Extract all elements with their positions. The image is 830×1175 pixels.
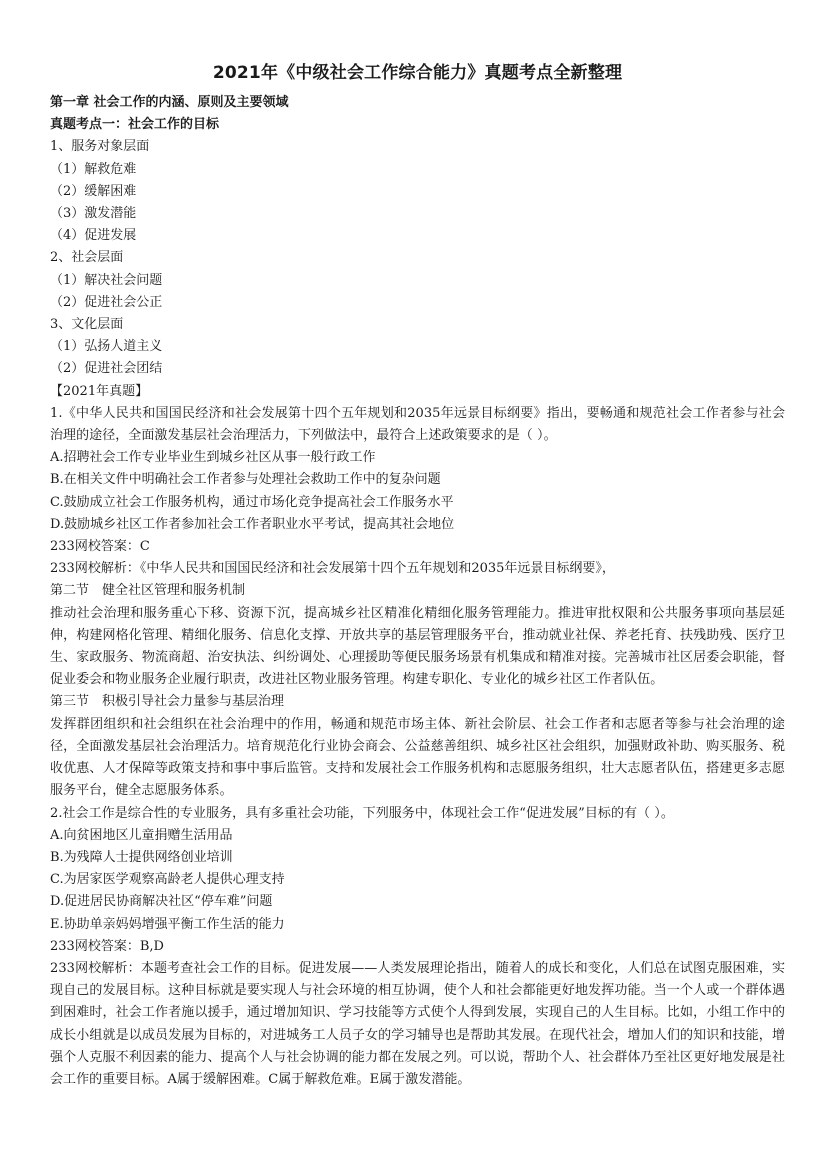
question-stem: 2.社会工作是综合性的专业服务，具有多重社会功能，下列服务中，体现社会工作“促进发展”目标的有（ ）。 (50, 805, 674, 821)
outline-item: （2）促进社会公正 (50, 294, 163, 310)
option-a: A.向贫困地区儿童捐赠生活用品 (50, 827, 233, 843)
section-body: 推动社会治理和服务重心下移、资源下沉，提高城乡社区精准化精细化服务管理能力。推进审批权限和公共服务事项向基层延伸，构建网格化管理、精细化服务、信息化支撑、开放共享的基层管理服务平台，推动就业社保、养老托育、扶残助残、医疗卫生、家政服务、物流商超、治安执法、纠纷调处、心理援助等便民服务场景有机集成和精准对接。完善城市社区居委会职能，督促业委会和物业服务企业履行职责，改进社区物业服务管理。构建专职化、专业化的城乡社区工作者队伍。 (50, 605, 785, 688)
outline-item: （2）促进社会团结 (50, 361, 163, 377)
document-page (50, 58, 785, 1091)
option-e: E.协助单亲妈妈增强平衡工作生活的能力 (50, 916, 285, 932)
answer: 233网校答案：C (50, 539, 150, 555)
outline-item: 3、文化层面 (50, 317, 124, 333)
outline-list (50, 136, 785, 380)
outline-item: （2）缓解困难 (50, 183, 137, 199)
section-body: 发挥群团组织和社会组织在社会治理中的作用，畅通和规范市场主体、新社会阶层、社会工作者和志愿者等参与社会治理的途径，全面激发基层社会治理活力。培育规范化行业协会商会、公益慈善组织、城乡社区社会组织，加强财政补助、购买服务、税收优惠、人才保障等政策支持和事中事后监管。支持和发展社会工作服务机构和志愿服务组织，壮大志愿者队伍，搭建更多志愿服务平台，健全志愿服务体系。 (50, 716, 785, 799)
option-c: C.鼓励成立社会工作服务机构，通过市场化竞争提高社会工作服务水平 (50, 494, 454, 510)
analysis: 233网校解析：《中华人民共和国国民经济和社会发展第十四个五年规划和2035年远景目标纲要》， (50, 561, 615, 577)
question-1 (50, 403, 785, 581)
option-c: C.为居家医学观察高龄老人提供心理支持 (50, 872, 285, 888)
outline-item: （1）解救危难 (50, 161, 137, 177)
option-b: B.在相关文件中明确社会工作者参与处理社会救助工作中的复杂问题 (50, 472, 441, 488)
outline-item: 2、社会层面 (50, 250, 124, 266)
chapter-heading: 第一章 社会工作的内涵、原则及主要领域 (50, 95, 289, 110)
section-3 (50, 691, 785, 802)
exam-label: 【2021年真题】 (50, 383, 149, 399)
outline-item: 1、服务对象层面 (50, 139, 150, 155)
question-2 (50, 803, 785, 1092)
question-stem: 1.《中华人民共和国国民经济和社会发展第十四个五年规划和2035年远景目标纲要》指出，要畅通和规范社会工作者参与社会治理的途径，全面激发基层社会治理活力，下列做法中，最符合上述政策要求的是（ ）。 (50, 405, 785, 444)
option-b: B.为残障人士提供网络创业培训 (50, 849, 233, 865)
answer: 233网校答案：B,D (50, 938, 164, 954)
option-d: D.促进居民协商解决社区“停车难”问题 (50, 894, 273, 910)
outline-item: （1）解决社会问题 (50, 272, 163, 288)
outline-item: （3）激发潜能 (50, 206, 137, 222)
analysis: 233网校解析：本题考查社会工作的目标。促进发展——人类发展理论指出，随着人的成长和变化，人们总在试图克服困难，实现自己的发展目标。这种目标就是要实现人与社会环境的相互协调，使个人和社会都能更好地发挥功能。当一个人或一个群体遇到困难时，社会工作者施以援手，通过增加知识、学习技能等方式使个人得到发展，实现自己的人生目标。比如，小组工作中的成长小组就是以成员发展为目标的，对进城务工人员子女的学习辅导也是帮助其发展。在现代社会，增加人们的知识和技能，增强个人克服不利因素的能力、提高个人与社会协调的能力都在发展之列。可以说，帮助个人、社会群体乃至社区更好地发展是社会工作的重要目标。A属于缓解困难。C属于解救危难。E属于激发潜能。 (50, 960, 785, 1087)
section-heading: 第二节 健全社区管理和服务机制 (50, 583, 246, 599)
section-2 (50, 580, 785, 691)
topic-heading: 真题考点一：社会工作的目标 (50, 117, 220, 133)
outline-item: （4）促进发展 (50, 228, 137, 244)
document-title: 2021年《中级社会工作综合能力》真题考点全新整理 (212, 63, 623, 83)
outline-item: （1）弘扬人道主义 (50, 339, 163, 355)
option-a: A.招聘社会工作专业毕业生到城乡社区从事一般行政工作 (50, 450, 376, 466)
option-d: D.鼓励城乡社区工作者参加社会工作者职业水平考试，提高其社会地位 (50, 516, 455, 532)
section-heading: 第三节 积极引导社会力量参与基层治理 (50, 694, 285, 710)
